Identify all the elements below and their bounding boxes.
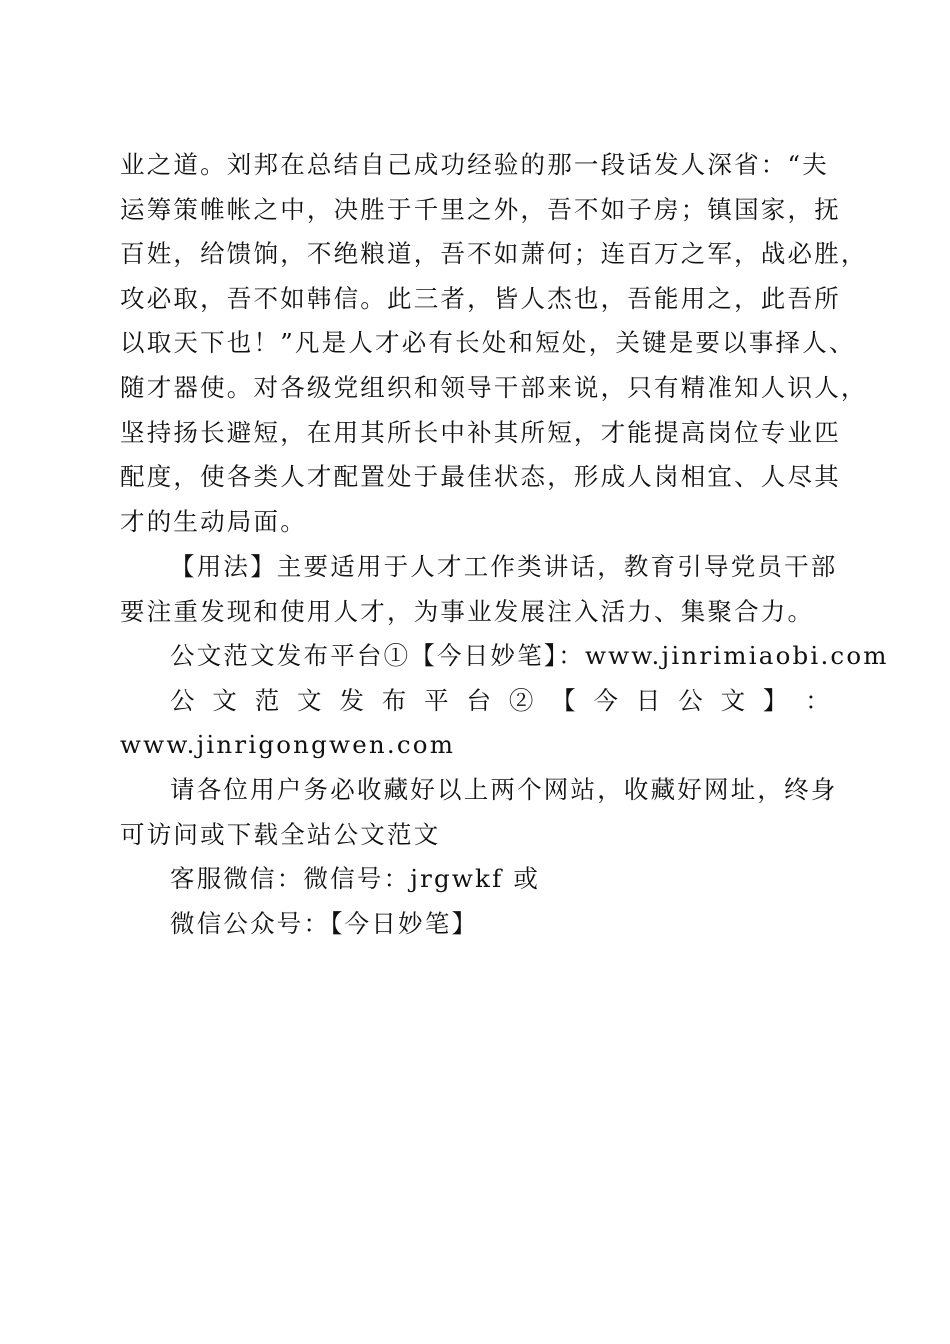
body-paragraph xyxy=(120,143,868,544)
platform-1-link[interactable]: 公文范文发布平台①【今日妙笔】：www.jinrimiaobi.com xyxy=(170,641,889,670)
paragraph-line: 攻必取，吾不如韩信。此三者，皆人杰也，吾能用之，此吾所 xyxy=(120,283,841,313)
paragraph-line: 配度，使各类人才配置处于最佳状态，形成人岗相宜、人尽其 xyxy=(120,462,841,492)
paragraph-line: 才的生动局面。 xyxy=(120,506,307,536)
usage-line: 要注重发现和使用人才，为事业发展注入活力、集聚合力。 xyxy=(120,596,815,626)
bookmark-notice xyxy=(120,768,838,857)
notice-line: 请各位用户务必收藏好以上两个网站，收藏好网址，终身 xyxy=(170,775,838,804)
paragraph-line: 坚持扬长避短，在用其所长中补其所短，才能提高岗位专业匹 xyxy=(120,417,841,447)
paragraph-line: 随才器使。对各级党组织和领导干部来说，只有精准知人识人， xyxy=(120,372,868,402)
paragraph-line: 业之道。刘邦在总结自己成功经验的那一段话发人深省：“夫 xyxy=(120,150,829,179)
paragraph-line: 以取天下也！”凡是人才必有长处和短处，关键是要以事择人、 xyxy=(120,328,856,358)
notice-line: 可访问或下载全站公文范文 xyxy=(120,819,441,849)
paragraph-line: 运筹策帷帐之中，决胜于千里之外，吾不如子房；镇国家，抚 xyxy=(120,194,841,224)
customer-service-wechat: 客服微信：微信号：jrgwkf 或 xyxy=(170,864,541,893)
wechat-official-account: 微信公众号：【今日妙笔】 xyxy=(170,908,479,938)
platform-2-link[interactable]: www.jinrigongwen.com xyxy=(120,730,456,760)
usage-line: 【用法】主要适用于人才工作类讲话，教育引导党员干部 xyxy=(170,552,838,581)
paragraph-line: 百姓，给馈饷，不绝粮道，吾不如萧何；连百万之军，战必胜， xyxy=(120,239,868,269)
platform-links xyxy=(120,634,889,768)
contact-info xyxy=(120,857,832,946)
usage-paragraph xyxy=(120,545,838,634)
platform-2-label: 公 文 范 文 发 布 平 台 ② 【 今 日 公 文 】 ： xyxy=(170,685,832,715)
